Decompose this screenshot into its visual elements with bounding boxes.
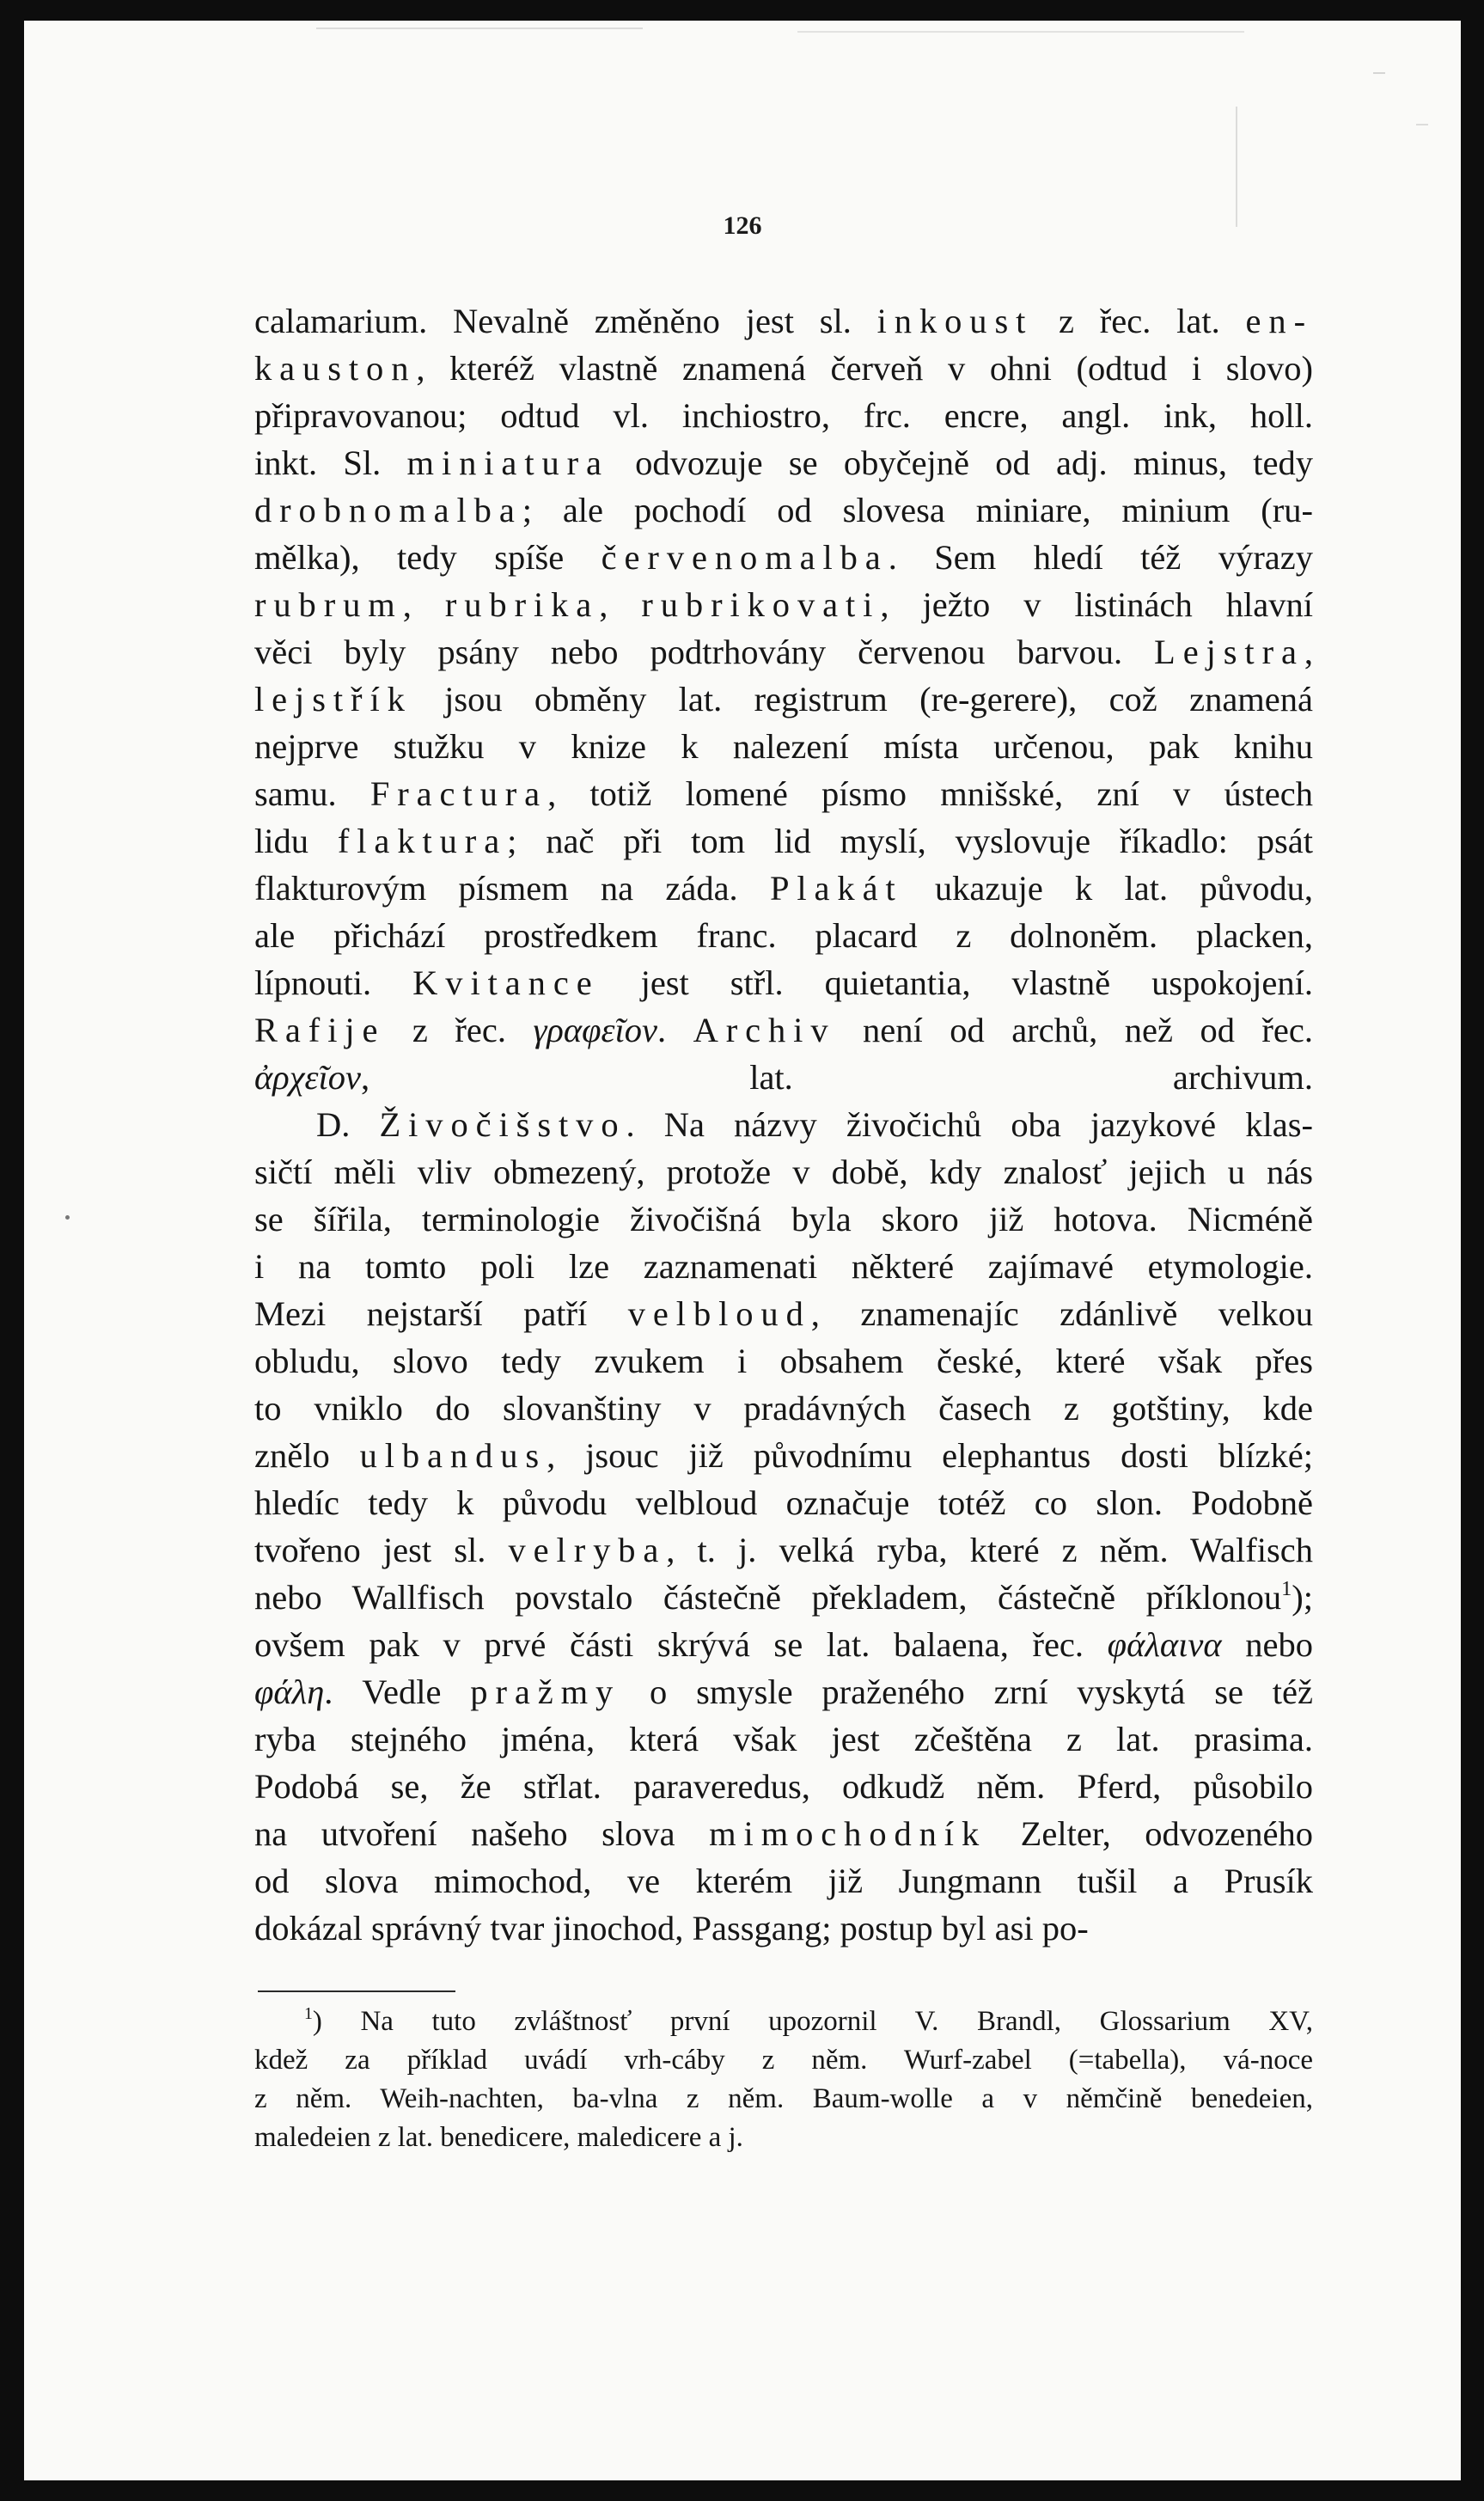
text-run: , — [1304, 633, 1313, 671]
text-run: ) Na tuto zvláštnosť první upozornil V. Brandl, Glossarium XV, — [312, 2006, 1313, 2037]
spaced-term: inkoust — [876, 302, 1034, 340]
scan-dot — [65, 1215, 70, 1220]
text-line — [254, 439, 1313, 486]
text-line — [254, 912, 1313, 959]
text-run: nejprve stužku v knize k nalezení místa určenou, pak knihu — [254, 727, 1313, 766]
text-run: D. — [316, 1105, 380, 1144]
text-run: . — [657, 1011, 693, 1049]
text-run: připravovanou; odtud vl. inchiostro, frc. encre, angl. ink, holl. — [254, 396, 1313, 435]
text-run: o smysle praženého zrní vyskytá se též — [620, 1672, 1313, 1711]
text-line — [254, 1243, 1313, 1290]
footnote-line — [254, 2003, 1313, 2041]
spaced-term: rubrika — [444, 585, 600, 624]
spaced-term: rubrikovati — [641, 585, 881, 624]
footnote-rule — [258, 1990, 455, 1992]
text-run: samu. — [254, 774, 370, 813]
text-run: kdež za příklad uvádí vrh-cáby z něm. Wurf-zabel (=tabella), vá-noce — [254, 2045, 1313, 2076]
text-line — [254, 1337, 1313, 1385]
text-run: odvozuje se obyčejně od adj. minus, tedy — [608, 443, 1314, 482]
text-run: calamarium. Nevalně změněno jest sl. — [254, 302, 877, 340]
greek-term: φάλαινα — [1107, 1625, 1222, 1664]
text-run: jsou obměny lat. registrum (re-gerere), což znamená — [412, 680, 1313, 719]
text-line — [254, 1101, 1313, 1148]
spaced-term: mimochodník — [709, 1814, 987, 1853]
spaced-term: Fractura — [369, 774, 548, 813]
spaced-term: kauston — [254, 349, 417, 388]
text-line — [254, 1385, 1313, 1432]
spaced-term: Rafije — [254, 1011, 386, 1049]
spaced-term: Kvitance — [412, 963, 600, 1002]
spaced-term: miniatura — [406, 443, 609, 482]
text-run: z řec. lat. — [1033, 302, 1246, 340]
text-line — [254, 1054, 1313, 1101]
text-run: , lat. archivum. — [360, 1058, 1313, 1097]
text-run: lidu — [254, 822, 338, 860]
text-run: obludu, slovo tedy zvukem i obsahem české, které však přes — [254, 1342, 1313, 1380]
text-run: ale přichází prostředkem franc. placard z dolnoněm. placken, — [254, 916, 1313, 955]
spaced-term: en- — [1245, 302, 1313, 340]
scan-speck — [1373, 72, 1385, 74]
text-line — [254, 1810, 1313, 1857]
text-run: ); — [1292, 1578, 1313, 1617]
spaced-term: Plakát — [769, 869, 903, 908]
text-run: od slova mimochod, ve kterém již Jungmann tušil a Prusík — [254, 1862, 1313, 1900]
text-run: ; ale pochodí od slovesa miniare, minium (ru- — [522, 491, 1313, 529]
text-run: z řec. — [385, 1011, 534, 1049]
text-run: i na tomto poli lze zaznamenati některé zajímavé etymologie. — [254, 1247, 1313, 1286]
text-run: . Sem hledí též výrazy — [888, 538, 1314, 577]
scan-speck — [797, 31, 1244, 33]
text-line — [254, 628, 1313, 676]
text-line — [254, 1715, 1313, 1763]
text-run: nebo — [1221, 1625, 1313, 1664]
text-line — [254, 723, 1313, 770]
footnote-marker: 1 — [1281, 1577, 1292, 1601]
text-run: , kteréž vlastně znamená červeň v ohni (odtud i slovo) — [416, 349, 1313, 388]
text-run: není od archů, než od řec. — [835, 1011, 1314, 1049]
text-line — [254, 959, 1313, 1006]
text-run: , znamenajíc zdánlivě velkou — [810, 1294, 1313, 1333]
text-run: ovšem pak v prvé části skrývá se lat. balaena, řec. — [254, 1625, 1108, 1664]
text-line — [254, 1432, 1313, 1479]
scan-speck — [316, 28, 643, 29]
spaced-term: lejstřík — [254, 680, 412, 719]
text-run: . Vedle — [324, 1672, 471, 1711]
main-text — [254, 297, 1313, 1952]
text-run: , ježto v listinách hlavní — [880, 585, 1314, 624]
text-run: , jsouc již původnímu elephantus dosti blízké; — [547, 1436, 1313, 1475]
scan-speck — [1236, 107, 1237, 227]
text-run: tvořeno jest sl. — [254, 1531, 509, 1569]
text-run: to vniklo do slovanštiny v pradávných časech z gotštiny, kde — [254, 1389, 1313, 1428]
text-run: Podobá se, že střlat. paraveredus, odkudž něm. Pferd, působilo — [254, 1767, 1313, 1806]
text-run: , — [402, 585, 445, 624]
greek-term: ἀρχεῖον — [254, 1058, 361, 1097]
text-run: jest střl. quietantia, vlastně uspokojení. — [599, 963, 1314, 1002]
text-run: maledeien z lat. benedicere, maledicere a j. — [254, 2122, 743, 2153]
text-run: . Na názvy živočichů oba jazykové klas- — [626, 1105, 1313, 1144]
spaced-term: flaktura — [337, 822, 508, 860]
text-line — [254, 817, 1313, 865]
text-line — [254, 1905, 1313, 1952]
footnote — [254, 2003, 1313, 2157]
text-line — [254, 486, 1313, 534]
spaced-term: velryba — [508, 1531, 667, 1569]
text-run: ukazuje k lat. původu, — [902, 869, 1313, 908]
text-run: flakturovým písmem na záda. — [254, 869, 770, 908]
text-line — [254, 1148, 1313, 1195]
scanned-page — [24, 21, 1461, 2480]
text-run: Zelter, odvozeného — [986, 1814, 1313, 1853]
spaced-term: ulbandus — [359, 1436, 547, 1475]
text-line — [254, 581, 1313, 628]
text-run: se šířila, terminologie živočišná byla skoro již hotova. Nicméně — [254, 1200, 1313, 1238]
text-line — [254, 534, 1313, 581]
text-run: inkt. Sl. — [254, 443, 407, 482]
text-line — [254, 392, 1313, 439]
spaced-term: pražmy — [470, 1672, 621, 1711]
spaced-term: Archiv — [693, 1011, 836, 1049]
text-line — [254, 1574, 1313, 1621]
text-run: , — [599, 585, 642, 624]
text-run: nebo Wallfisch povstalo částečně překladem, částečně příklonou — [254, 1578, 1282, 1617]
text-line — [254, 865, 1313, 912]
spaced-term: Živočišstvo — [379, 1105, 626, 1144]
footnote-marker: 1 — [304, 2004, 313, 2024]
page-number: 126 — [723, 211, 762, 240]
text-line — [254, 1763, 1313, 1810]
text-line — [254, 1526, 1313, 1574]
text-run: Mezi nejstarší patří — [254, 1294, 628, 1333]
text-line — [254, 1668, 1313, 1715]
text-run: ryba stejného jména, která však jest zčeštěna z lat. prasima. — [254, 1720, 1313, 1758]
text-line — [254, 297, 1313, 345]
text-line — [254, 1006, 1313, 1054]
spaced-term: rubrum — [254, 585, 403, 624]
text-line — [254, 770, 1313, 817]
text-run: věci byly psány nebo podtrhovány červenou barvou. — [254, 633, 1155, 671]
spaced-term: červenomalba — [601, 538, 889, 577]
text-line — [254, 1290, 1313, 1337]
text-line — [254, 345, 1313, 392]
spaced-term: velbloud — [627, 1294, 811, 1333]
text-run: lípnouti. — [254, 963, 413, 1002]
text-run: sičtí měli vliv obmezený, protože v době, kdy znalosť jejich u nás — [254, 1153, 1313, 1191]
footnote-line — [254, 2041, 1313, 2080]
text-run: mělka), tedy spíše — [254, 538, 602, 577]
text-run: na utvoření našeho slova — [254, 1814, 710, 1853]
text-run: , totiž lomené písmo mnišské, zní v ústech — [547, 774, 1313, 813]
text-line — [254, 1857, 1313, 1905]
text-run: z něm. Weih-nachten, ba-vlna z něm. Baum-wolle a v němčině benedeien, — [254, 2083, 1313, 2114]
text-run: hledíc tedy k původu velbloud označuje totéž co slon. Podobně — [254, 1483, 1313, 1522]
text-run: , t. j. velká ryba, které z něm. Walfisch — [666, 1531, 1313, 1569]
footnote-line — [254, 2119, 1313, 2157]
greek-term: φάλη — [254, 1672, 325, 1711]
text-run: dokázal správný tvar jinochod, Passgang; postup byl asi po- — [254, 1909, 1089, 1948]
text-run: ; nač při tom lid myslí, vyslovuje říkadlo: psát — [507, 822, 1313, 860]
text-run: znělo — [254, 1436, 360, 1475]
text-line — [254, 1195, 1313, 1243]
text-line — [254, 1621, 1313, 1668]
footnote-line — [254, 2080, 1313, 2119]
spaced-term: drobnomalba — [254, 491, 522, 529]
spaced-term: Lejstra — [1154, 633, 1304, 671]
text-line — [254, 1479, 1313, 1526]
scan-speck — [1416, 124, 1428, 125]
text-line — [254, 676, 1313, 723]
greek-term: γραφεῖον — [533, 1011, 657, 1049]
